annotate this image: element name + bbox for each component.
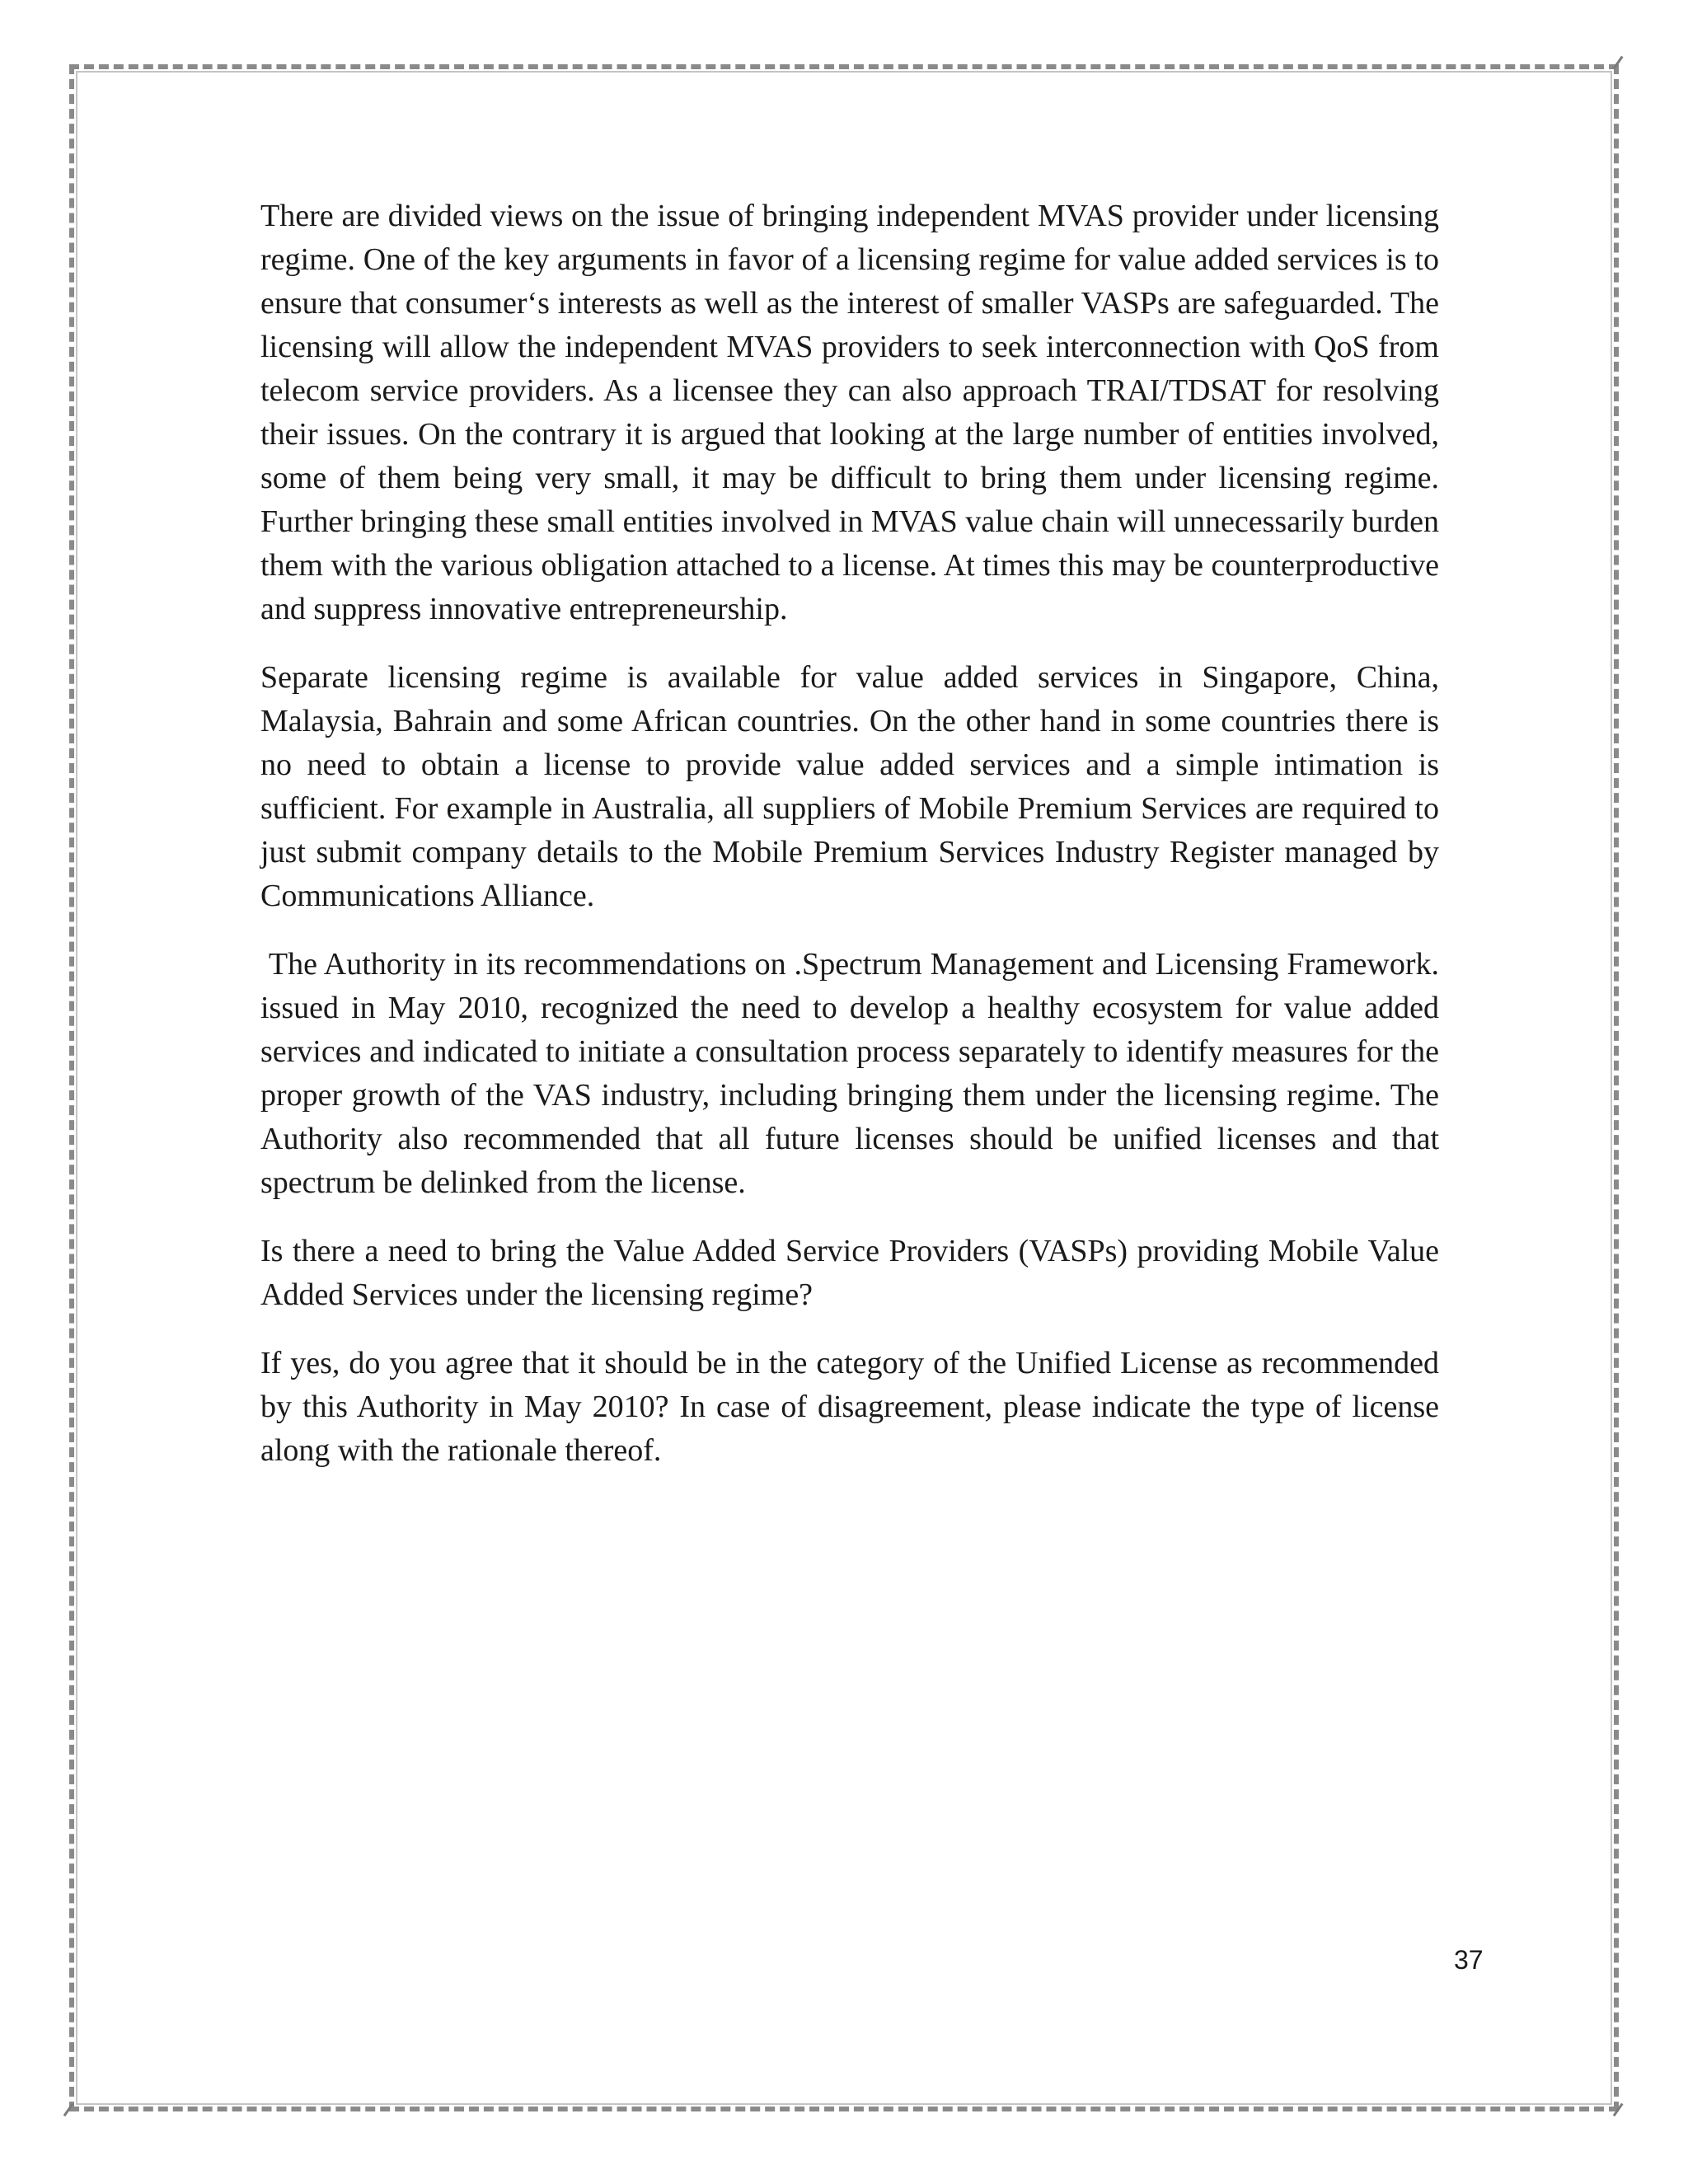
paragraph-mvas-licensing-views: There are divided views on the issue of bringing independent MVAS provider under licensing regime. One of the key arguments in favor of a licensing regime for value added services is to ensure that consumer‘s interests as well as the interest of smaller VASPs are safeguarded. The licensing will allow the independent MVAS providers to seek interconnection with QoS from telecom service providers. As a licensee they can also approach TRAI/TDSAT for resolving their issues. On the contrary it is argued that looking at the large number of entities involved, some of them being very small, it may be difficult to bring them under licensing regime. Further bringing these small entities involved in MVAS value chain will unnecessarily burden them with the various obligation attached to a license. At times this may be counterproductive and suppress innovative entrepreneurship. (260, 199, 1439, 626)
paragraph-question-need-license: Is there a need to bring the Value Added Service Providers (VASPs) providing Mobile Value Added Services under the licensing regime? (260, 1234, 1439, 1312)
paragraph-separate-licensing-countries: Separate licensing regime is available for value added services in Singapore, China, Malaysia, Bahrain and some African countries. On the other hand in some countries there is no need to obtain a license to provide value added services and a simple intimation is sufficient. For example in Australia, all suppliers of Mobile Premium Services are required to just submit company details to the Mobile Premium Services Industry Register managed by Communications Alliance. (260, 660, 1439, 913)
paragraph-question-unified-license: If yes, do you agree that it should be in the category of the Unified License as recommended by this Authority in May 2010? In case of disagreement, please indicate the type of license along with the rationale thereof. (260, 1346, 1439, 1468)
page-number: 37 (1454, 1945, 1484, 1975)
paragraph-authority-recommendations: The Authority in its recommendations on .Spectrum Management and Licensing Framework. issued in May 2010, recognized the need to develop a healthy ecosystem for value added services and indicated to initiate a consultation process separately to identify measures for the proper growth of the VAS industry, including bringing them under the licensing regime. The Authority also recommended that all future licenses should be unified licenses and that spectrum be delinked from the license. (260, 947, 1447, 1200)
document-body (260, 194, 1447, 1497)
